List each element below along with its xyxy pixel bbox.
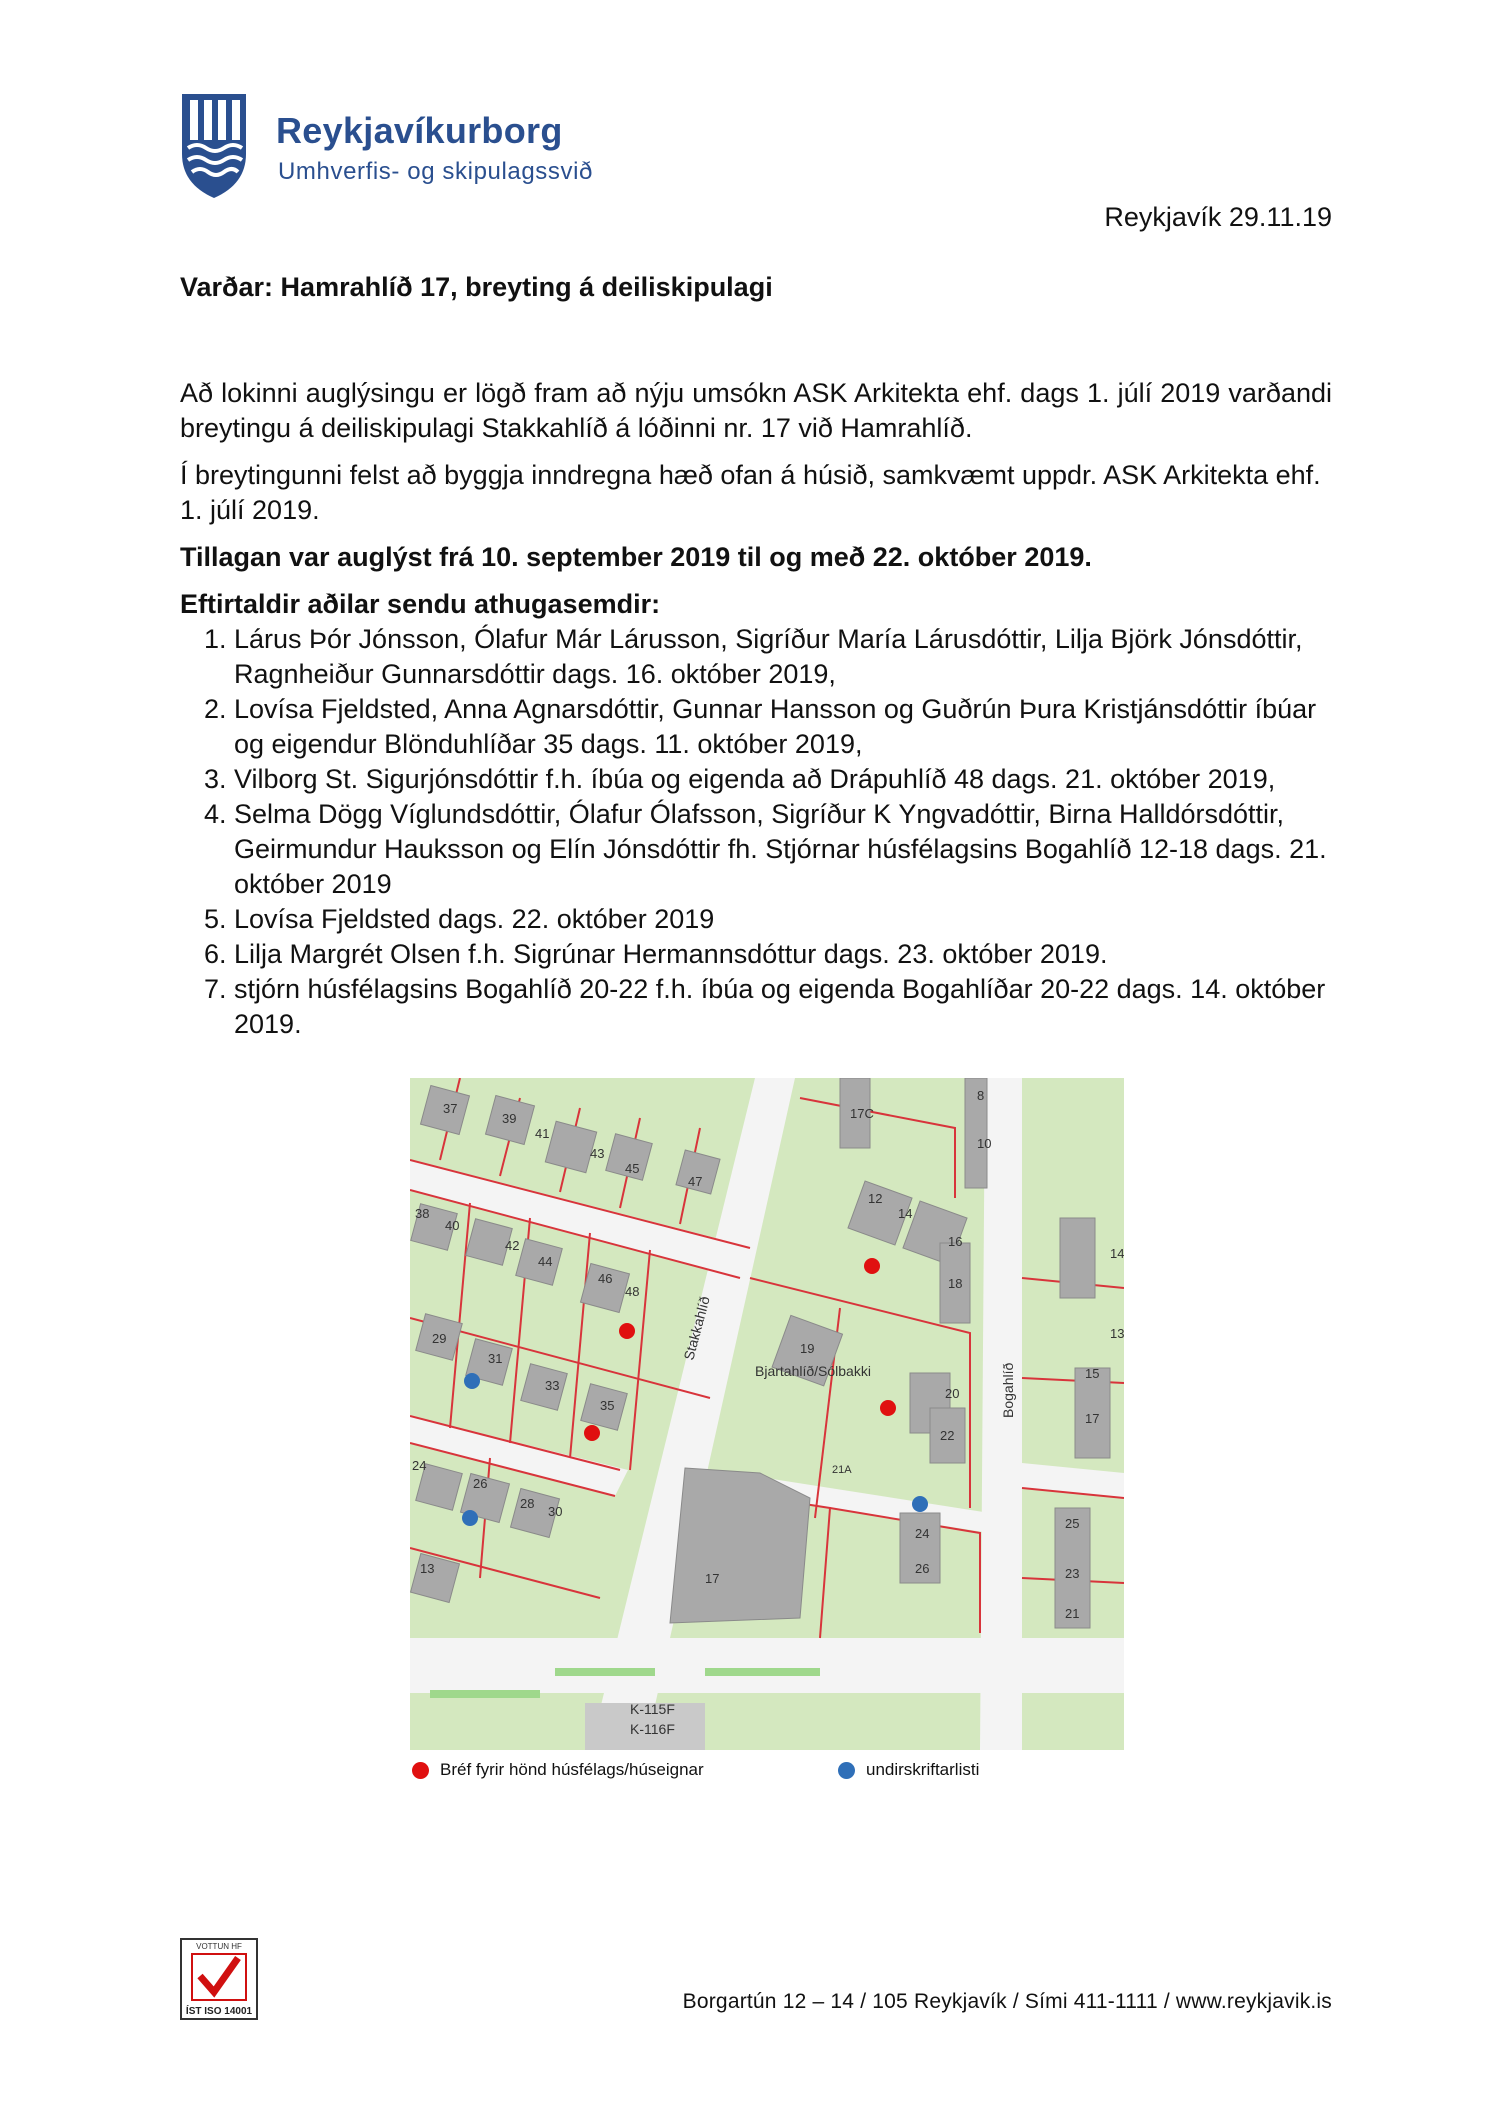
house-number: 8 [977, 1088, 985, 1103]
blue-marker [912, 1496, 928, 1512]
house-number: 14 [898, 1206, 913, 1221]
house-number: 12 [868, 1191, 883, 1206]
letter-body [180, 376, 1332, 1042]
house-number: 25 [1065, 1516, 1080, 1531]
list-item: 1. Lárus Þór Jónsson, Ólafur Már Lárusson, Sigríður María Lárusdóttir, Lilja Björk Jónsdóttir, Ragnheiður Gunnarsdóttir dags. 16. október 2019, [234, 622, 1332, 692]
red-dot-icon [412, 1762, 429, 1779]
blue-dot-icon [838, 1762, 855, 1779]
house-number: 17C [850, 1106, 874, 1121]
blue-marker [464, 1373, 480, 1389]
red-marker [584, 1425, 600, 1441]
house-number: 18 [948, 1276, 963, 1291]
org-name: Reykjavíkurborg [276, 110, 563, 151]
list-heading: Eftirtaldir aðilar sendu athugasemdir: [180, 589, 661, 619]
legend-red-label: Bréf fyrir hönd húsfélags/húseignar [440, 1760, 704, 1779]
house-number: 37 [443, 1101, 458, 1116]
list-item: 6. Lilja Margrét Olsen f.h. Sigrúnar Hermannsdóttur dags. 23. október 2019. [234, 937, 1332, 972]
house-number: 21 [1065, 1606, 1080, 1621]
house-number: 38 [415, 1206, 430, 1221]
house-number: 39 [502, 1111, 517, 1126]
house-number: 45 [625, 1161, 640, 1176]
house-number: 15 [1085, 1366, 1100, 1381]
red-marker [619, 1323, 635, 1339]
street-label-bogahlid: Bogahlíð [1000, 1362, 1016, 1418]
svg-text:ÍST ISO 14001: ÍST ISO 14001 [185, 2006, 253, 2017]
house-number: 46 [598, 1271, 613, 1286]
house-number: 20 [945, 1386, 960, 1401]
red-marker [864, 1258, 880, 1274]
red-marker [880, 1400, 896, 1416]
paragraph-application: Að lokinni auglýsingu er lögð fram að nýju umsókn ASK Arkitekta ehf. dags 1. júlí 2019 varðandi breytingu á deiliskipulagi Stakkahlíð á lóðinni nr. 17 við Hamrahlíð. [180, 378, 1332, 443]
plan-code: K-115F [630, 1701, 675, 1717]
house-number: 26 [915, 1561, 930, 1576]
house-number: 29 [432, 1331, 447, 1346]
letter-date: Reykjavík 29.11.19 [1104, 202, 1332, 232]
paragraph-advertised: Tillagan var auglýst frá 10. september 2019 til og með 22. október 2019. [180, 542, 1092, 572]
objection-list [180, 622, 1332, 1042]
house-number: 17 [1085, 1411, 1100, 1426]
blue-marker [462, 1510, 478, 1526]
house-number: 19 [800, 1341, 815, 1356]
house-number: 42 [505, 1238, 520, 1253]
list-item: 2. Lovísa Fjeldsted, Anna Agnarsdóttir, Gunnar Hansson og Guðrún Þura Kristjánsdóttir íbúar og eigendur Blönduhlíðar 35 dags. 11. október 2019, [234, 692, 1332, 762]
legend-blue-label: undirskriftarlisti [866, 1760, 980, 1779]
reykjavik-shield-icon [180, 92, 248, 200]
footer-address: Borgartún 12 – 14 / 105 Reykjavík / Sími 411-1111 / www.reykjavik.is [682, 1990, 1332, 2013]
map-legend [410, 1758, 1124, 1788]
area-label: Bjartahlíð/Sólbakki [755, 1363, 871, 1379]
list-item: 7. stjórn húsfélagsins Bogahlíð 20-22 f.h. íbúa og eigenda Bogahlíðar 20-22 dags. 14. október 2019. [234, 972, 1332, 1042]
house-number: 47 [688, 1174, 703, 1189]
house-number: 24 [915, 1526, 930, 1541]
house-number: 48 [625, 1284, 640, 1299]
house-number: 10 [977, 1136, 992, 1151]
house-number: 13 [1110, 1326, 1124, 1341]
list-item: 5. Lovísa Fjeldsted dags. 22. október 2019 [234, 902, 1332, 937]
house-number: 33 [545, 1378, 560, 1393]
street-label-stakkahlid: Stakkahlíð [680, 1294, 713, 1362]
paragraph-change: Í breytingunni felst að byggja inndregna hæð ofan á húsið, samkvæmt uppdr. ASK Arkitekta ehf. 1. júlí 2019. [180, 460, 1321, 525]
house-number: 24 [412, 1458, 427, 1473]
plan-code: K-116F [630, 1721, 675, 1737]
house-number: 17 [705, 1571, 720, 1586]
house-number: 44 [538, 1254, 553, 1269]
house-number: 21A [832, 1464, 852, 1476]
house-number: 43 [590, 1146, 605, 1161]
org-department: Umhverfis- og skipulagssvið [278, 158, 593, 185]
site-map [410, 1078, 1124, 1750]
list-item: 3. Vilborg St. Sigurjónsdóttir f.h. íbúa og eigenda að Drápuhlíð 48 dags. 21. október 2019, [234, 762, 1332, 797]
road-bottom [410, 1638, 1124, 1693]
house-number: 23 [1065, 1566, 1080, 1581]
house-number: 30 [548, 1504, 563, 1519]
house-number: 22 [940, 1428, 955, 1443]
house-number: 16 [948, 1234, 963, 1249]
letter-subject: Varðar: Hamrahlíð 17, breyting á deiliskipulagi [180, 272, 773, 302]
iso-certification-icon [180, 1938, 258, 2020]
house-number: 14 [1110, 1246, 1124, 1261]
house-number: 40 [445, 1218, 460, 1233]
house-number: 41 [535, 1126, 550, 1141]
svg-text:VOTTUN HF: VOTTUN HF [196, 1942, 242, 1951]
house-number: 31 [488, 1351, 503, 1366]
house-number: 35 [600, 1398, 615, 1413]
house-number: 13 [420, 1561, 435, 1576]
organization-logo [180, 92, 600, 202]
list-item: 4. Selma Dögg Víglundsdóttir, Ólafur Ólafsson, Sigríður K Yngvadóttir, Birna Halldórsdóttir, Geirmundur Hauksson og Elín Jónsdóttir fh. Stjórnar húsfélagsins Bogahlíð 12-18 dags. 21. október 2019 [234, 797, 1332, 902]
house-number: 28 [520, 1496, 535, 1511]
house-number: 26 [473, 1476, 488, 1491]
